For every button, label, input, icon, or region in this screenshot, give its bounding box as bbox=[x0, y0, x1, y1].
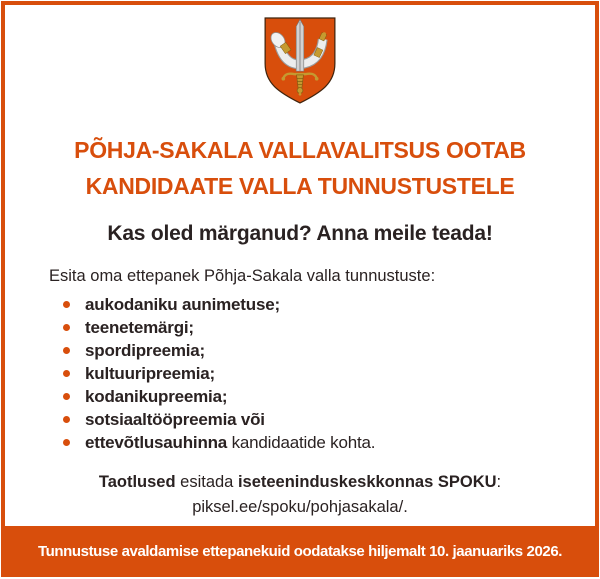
list-item bbox=[63, 408, 595, 431]
sword-icon bbox=[296, 20, 304, 72]
list-item-label: ettevõtlusauhinna bbox=[85, 433, 228, 452]
list-item-suffix: kandidaatide kohta. bbox=[227, 433, 376, 452]
list-item bbox=[63, 316, 595, 339]
list-item bbox=[63, 339, 595, 362]
list-item-label: teenetemärgi; bbox=[85, 318, 194, 337]
list-item-label: spordipreemia; bbox=[85, 341, 206, 360]
list-item-label: aukodaniku aunimetuse; bbox=[85, 295, 280, 314]
spoku-url: piksel.ee/spoku/pohjasakala/. bbox=[192, 498, 408, 516]
bullet-icon bbox=[63, 301, 70, 308]
list-item bbox=[63, 385, 595, 408]
bullet-icon bbox=[63, 347, 70, 354]
submission-note bbox=[5, 470, 595, 520]
bullet-icon bbox=[63, 324, 70, 331]
bullet-icon bbox=[63, 393, 70, 400]
note-taotlused: Taotlused bbox=[98, 473, 176, 491]
title-line-1: PÕHJA-SAKALA VALLAVALITSUS OOTAB bbox=[74, 137, 526, 163]
note-spoku: iseteeninduskeskkonnas SPOKU bbox=[237, 473, 497, 491]
list-item bbox=[63, 293, 595, 316]
page-title bbox=[11, 132, 589, 204]
coat-of-arms bbox=[262, 15, 338, 106]
note-esitada: esitada bbox=[175, 473, 238, 491]
intro-text: Esita oma ettepanek Põhja-Sakala valla tunnustuste: bbox=[49, 267, 436, 285]
list-item-label: kodanikupreemia; bbox=[85, 387, 228, 406]
subtitle: Kas oled märganud? Anna meile teada! bbox=[107, 222, 493, 245]
bullet-icon bbox=[63, 439, 70, 446]
list-item bbox=[63, 362, 595, 385]
list-item-label: kultuuripreemia; bbox=[85, 364, 215, 383]
bullet-icon bbox=[63, 370, 70, 377]
award-list bbox=[5, 293, 595, 454]
note-colon: : bbox=[496, 473, 502, 491]
bullet-icon bbox=[63, 416, 70, 423]
footer-text: Tunnustuse avaldamise ettepanekuid oodatakse hiljemalt 10. jaanuariks 2026. bbox=[37, 543, 563, 560]
list-item bbox=[63, 431, 595, 454]
title-line-2: KANDIDAATE VALLA TUNNUSTUSTELE bbox=[85, 173, 515, 199]
footer-banner bbox=[1, 526, 599, 577]
list-item-label: sotsiaaltööpreemia või bbox=[85, 410, 265, 429]
poster bbox=[1, 1, 599, 577]
